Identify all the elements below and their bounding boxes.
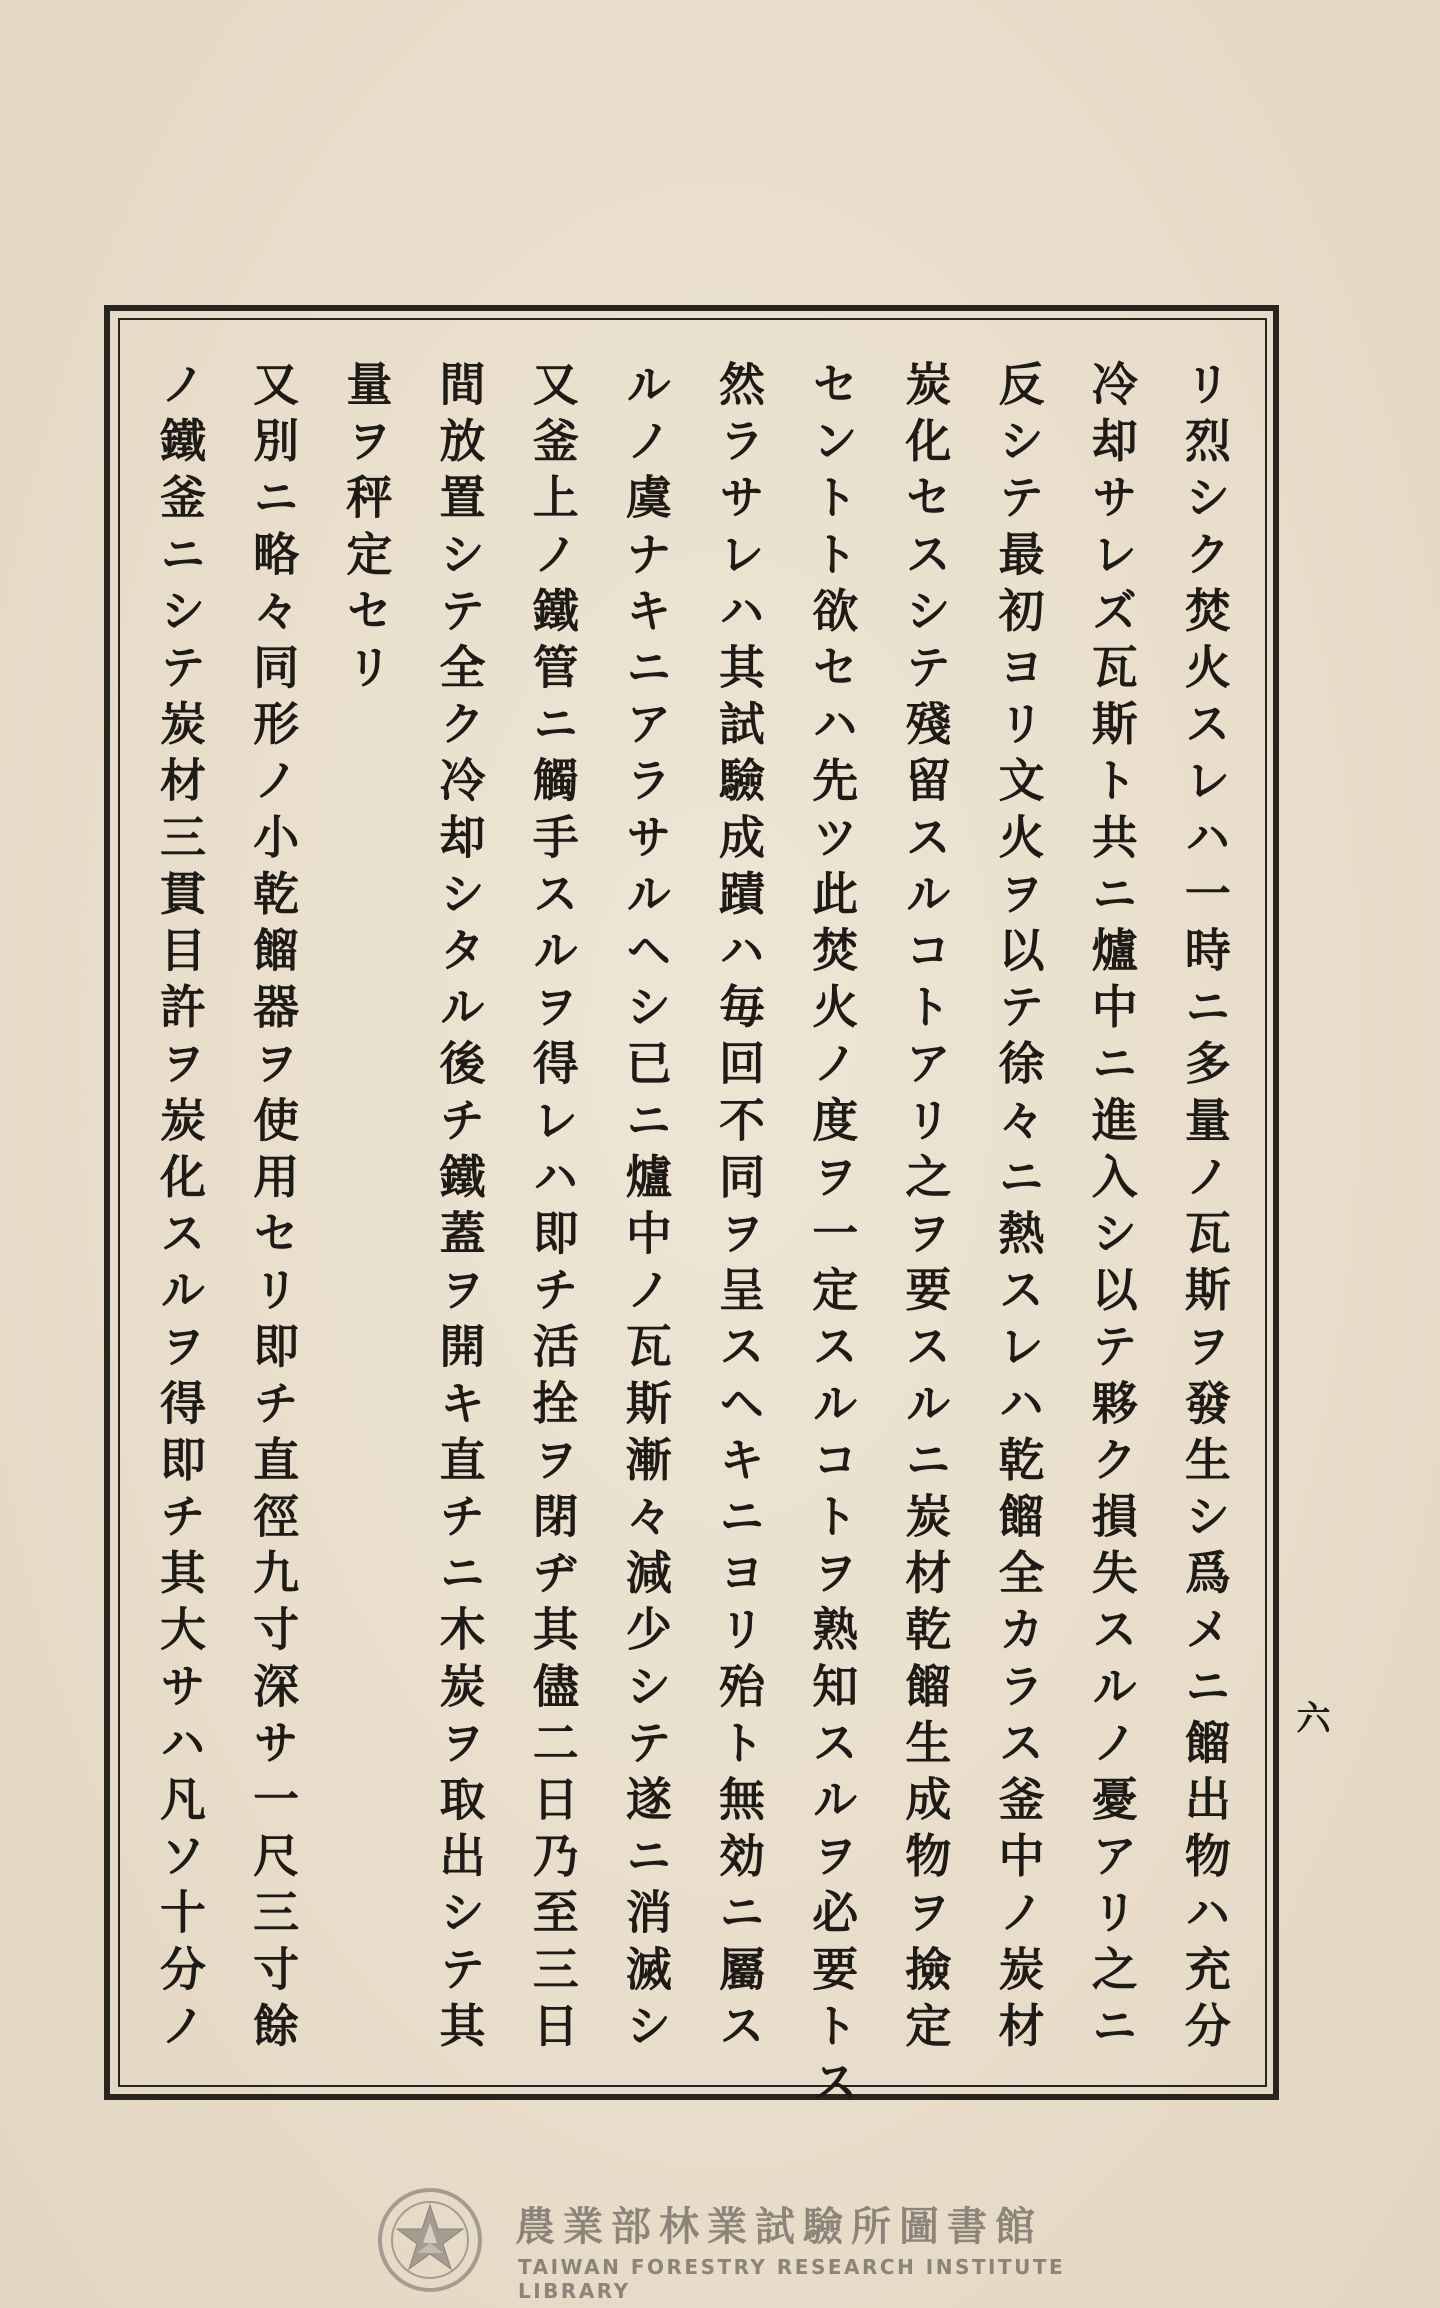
text-column: ルノ虞ナキニアラサルヘシ已ニ爐中ノ瓦斯漸々減少シテ遂ニ消滅シ	[618, 360, 673, 2058]
text-column: 然ラサレハ其試驗成蹟ハ毎回不同ヲ呈スヘキニヨリ殆ト無効ニ屬ス	[712, 360, 767, 2058]
text-column: 量ヲ秤定セリ	[339, 360, 394, 700]
text-column: 又別ニ略々同形ノ小乾餾器ヲ使用セリ即チ直徑九寸深サ一尺三寸餘	[246, 360, 301, 2058]
library-name-chinese: 農業部林業試驗所圖書館	[515, 2203, 1043, 2250]
vertical-text-body	[150, 360, 1235, 2115]
text-column: 又釜上ノ鐵管ニ觸手スルヲ得レハ即チ活拴ヲ閉ヂ其儘二日乃至三日	[525, 360, 580, 2058]
star-seal-icon	[375, 2185, 485, 2295]
text-column: 反シテ最初ヨリ文火ヲ以テ徐々ニ熱スレハ乾餾全カラス釜中ノ炭材	[991, 360, 1046, 2058]
text-column: リ烈シク焚火スレハ一時ニ多量ノ瓦斯ヲ發生シ爲メニ餾出物ハ充分	[1177, 360, 1232, 2058]
library-watermark	[375, 2185, 1075, 2303]
text-column: セントト欲セハ先ツ此焚火ノ度ヲ一定スルコトヲ熟知スルヲ必要トス	[805, 360, 860, 2115]
text-column: ノ鐵釜ニシテ炭材三貫目許ヲ炭化スルヲ得即チ其大サハ凡ソ十分ノ	[153, 360, 207, 2058]
page-number: 六	[1290, 1700, 1330, 1734]
library-name-english: TAIWAN FORESTRY RESEARCH INSTITUTE LIBRARY	[518, 2255, 1066, 2303]
text-column: 炭化セスシテ殘留スルコトアリ之ヲ要スルニ炭材乾餾生成物ヲ撿定	[898, 360, 953, 2058]
text-column: 間放置シテ全ク冷却シタル後チ鐵蓋ヲ開キ直チニ木炭ヲ取出シテ其	[432, 360, 487, 2058]
text-column: 冷却サレズ瓦斯ト共ニ爐中ニ進入シ以テ夥ク損失スルノ憂アリ之ニ	[1084, 360, 1139, 2058]
